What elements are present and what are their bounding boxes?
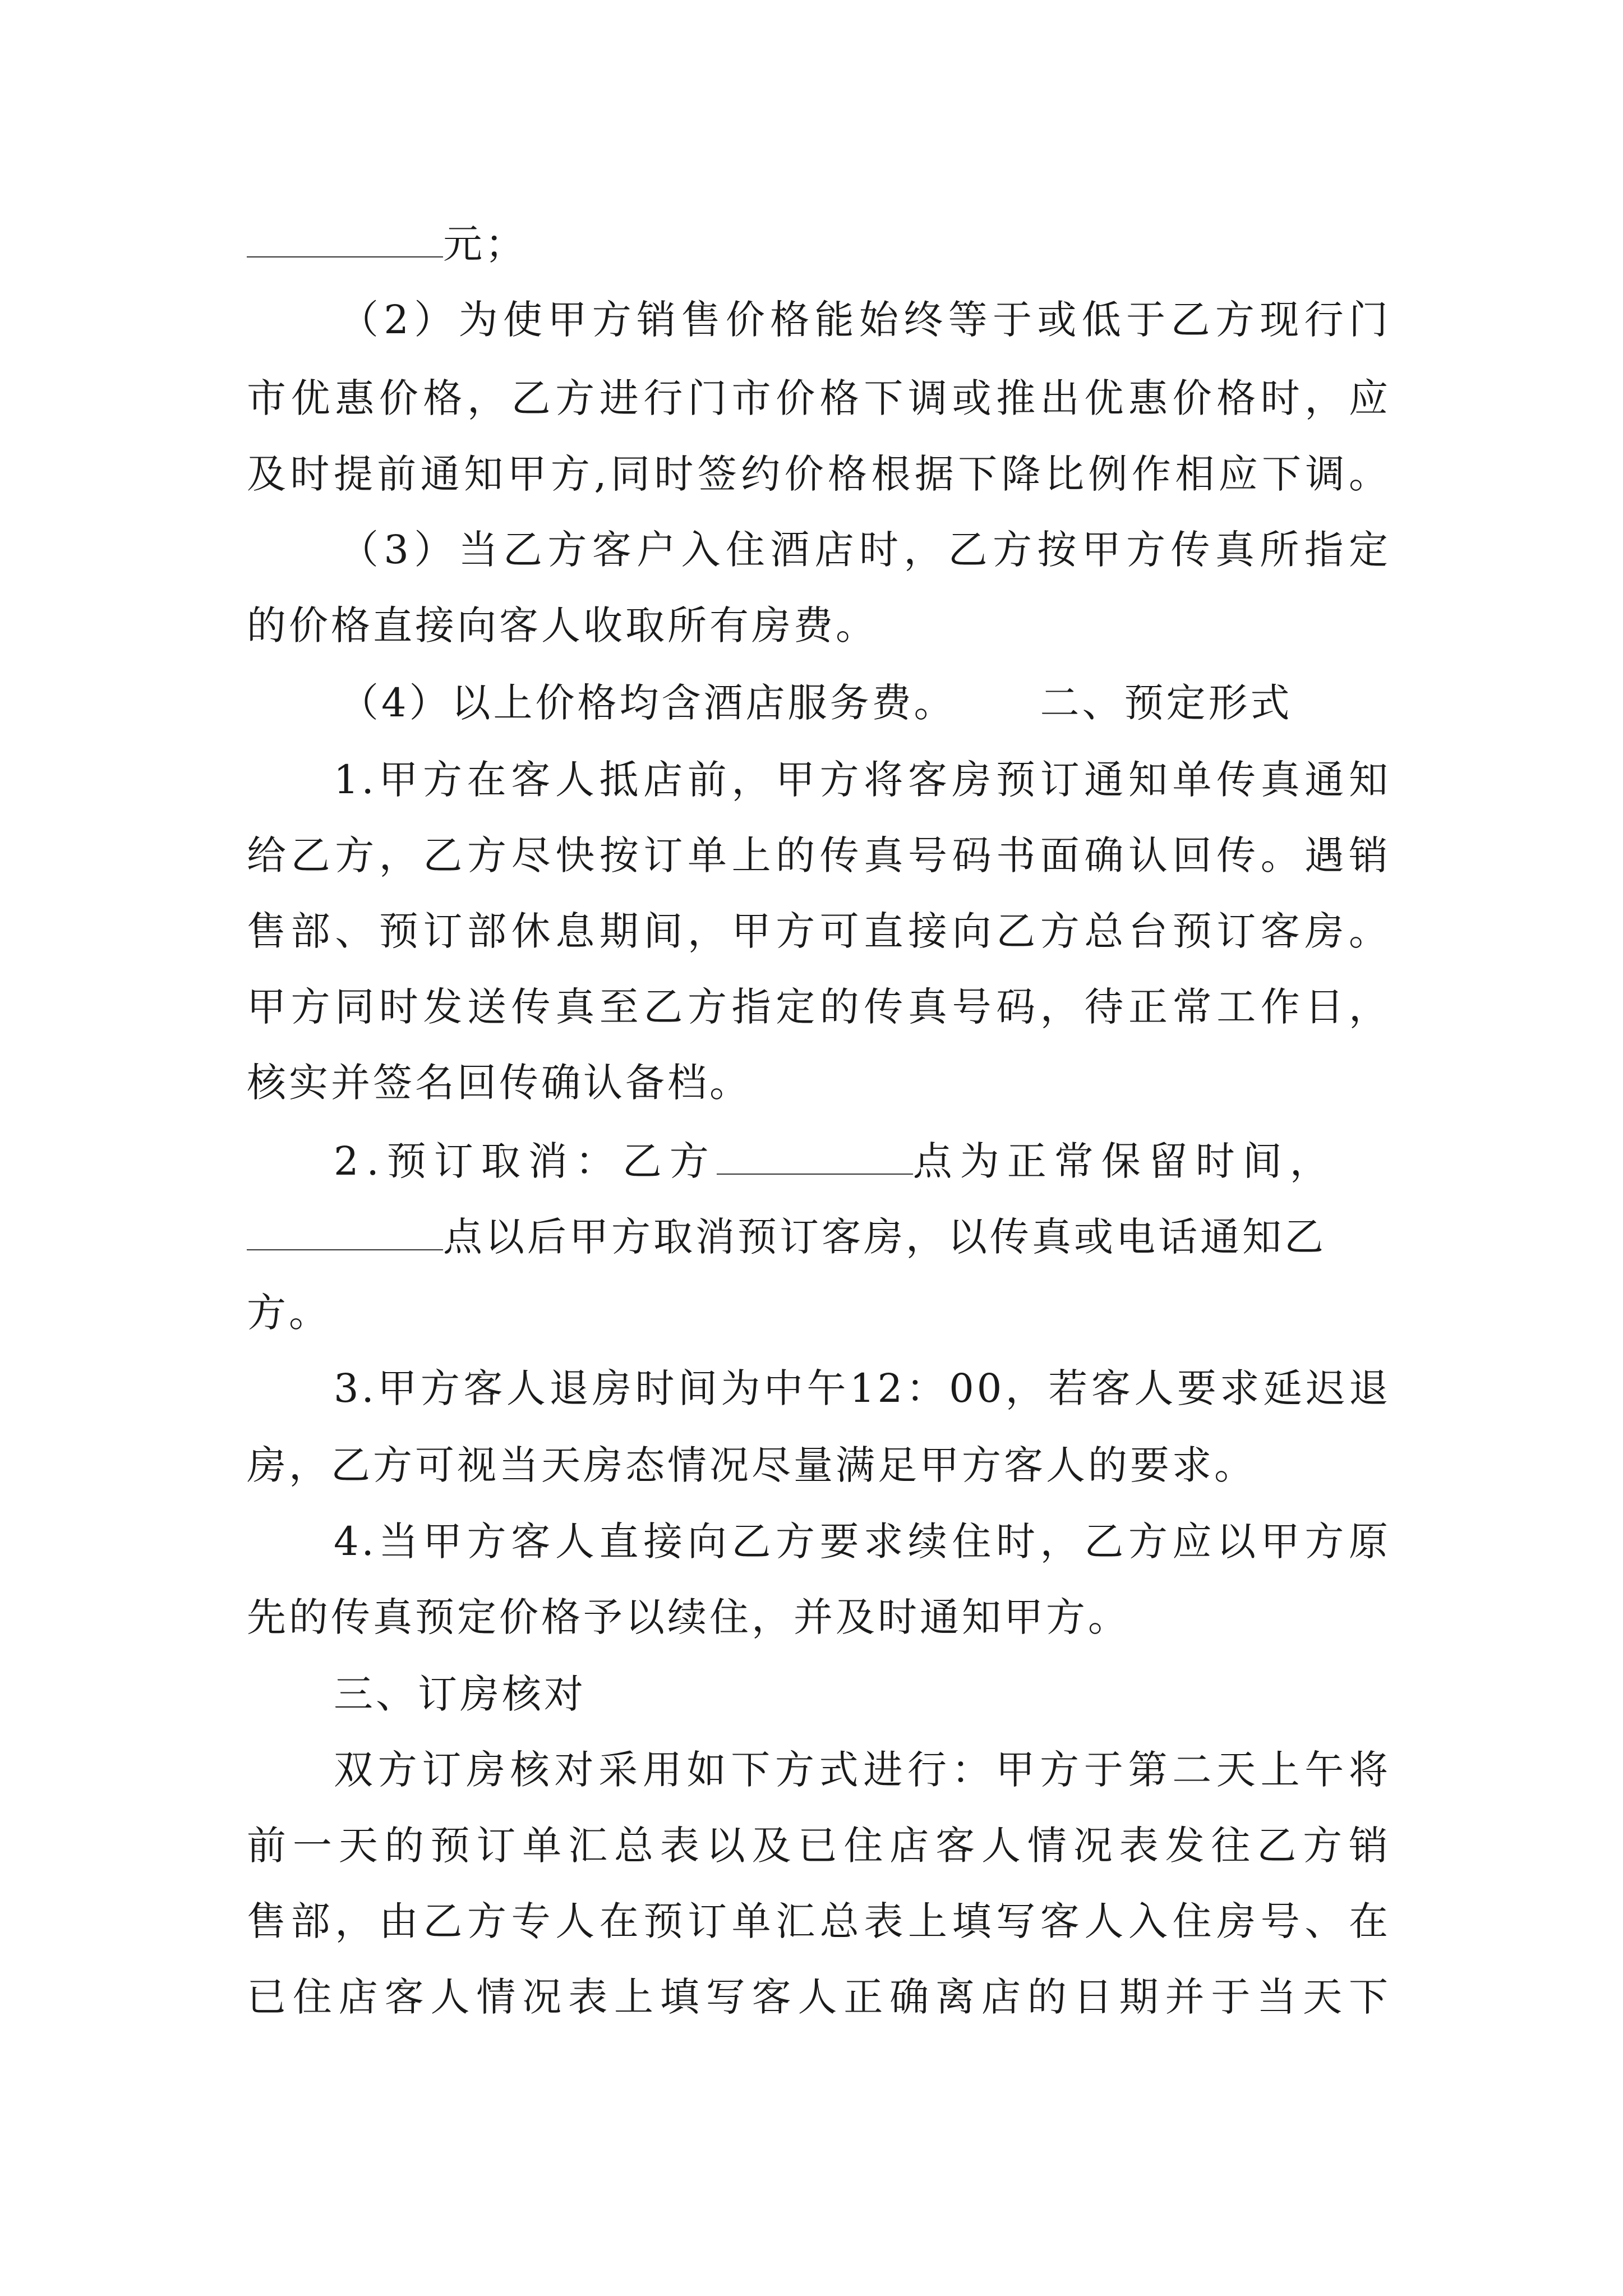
text-line: 房，乙方可视当天房态情况尽量满足甲方客人的要求。 bbox=[247, 1442, 1256, 1488]
text-line: 售部、预订部休息期间，甲方可直接向乙方总台预订客房。 bbox=[247, 908, 1391, 954]
text-line: 核实并签名回传确认备档。 bbox=[247, 1060, 751, 1106]
text-line bbox=[339, 680, 1483, 726]
text-line: 的价格直接向客人收取所有房费。 bbox=[247, 602, 878, 648]
text-line bbox=[247, 1214, 1391, 1260]
text-line: 及时提前通知甲方,同时签约价格根据下降比例作相应下调。 bbox=[247, 451, 1391, 497]
text-line: 3.甲方客人退房时间为中午12：00，若客人要求延迟退 bbox=[334, 1365, 1391, 1411]
text-line: （3）当乙方客户入住酒店时，乙方按甲方传真所指定 bbox=[339, 527, 1391, 573]
text-line: 1.甲方在客人抵店前，甲方将客房预订通知单传真通知 bbox=[334, 757, 1391, 803]
text-line: 先的传真预定价格予以续住，并及时通知甲方。 bbox=[247, 1594, 1130, 1640]
text-line: 售部，由乙方专人在预订单汇总表上填写客人入住房号、在 bbox=[247, 1898, 1391, 1944]
line-text: 2.预订取消：乙方 bbox=[334, 1138, 717, 1184]
line-text: 元； bbox=[443, 221, 527, 267]
line-text: 点以后甲方取消预订客房，以传真或电话通知乙 bbox=[443, 1214, 1326, 1260]
fill-in-blank[interactable] bbox=[247, 1219, 443, 1250]
text-line bbox=[334, 1138, 1478, 1184]
text-line: （2）为使甲方销售价格能始终等于或低于乙方现行门 bbox=[339, 297, 1391, 343]
section-heading: 二、预定形式 bbox=[1040, 680, 1293, 726]
text-line: 市优惠价格，乙方进行门市价格下调或推出优惠价格时，应 bbox=[247, 375, 1391, 421]
text-line bbox=[247, 221, 1391, 267]
section-heading: 三、订房核对 bbox=[334, 1671, 586, 1717]
text-line: 给乙方，乙方尽快按订单上的传真号码书面确认回传。遇销 bbox=[247, 832, 1391, 878]
text-line: 方。 bbox=[247, 1290, 331, 1336]
text-line: 双方订房核对采用如下方式进行：甲方于第二天上午将 bbox=[334, 1747, 1391, 1793]
line-text: 点为正常保留时间， bbox=[912, 1138, 1337, 1184]
fill-in-blank[interactable] bbox=[247, 226, 443, 257]
text-line: 甲方同时发送传真至乙方指定的传真号码，待正常工作日， bbox=[247, 984, 1391, 1030]
fill-in-blank[interactable] bbox=[717, 1143, 913, 1175]
text-line: 已住店客人情况表上填写客人正确离店的日期并于当天下 bbox=[247, 1974, 1391, 2020]
text-line: 4.当甲方客人直接向乙方要求续住时，乙方应以甲方原 bbox=[334, 1519, 1391, 1565]
line-text: （4）以上价格均含酒店服务费。 bbox=[339, 680, 956, 726]
text-line: 前一天的预订单汇总表以及已住店客人情况表发往乙方销 bbox=[247, 1823, 1391, 1869]
